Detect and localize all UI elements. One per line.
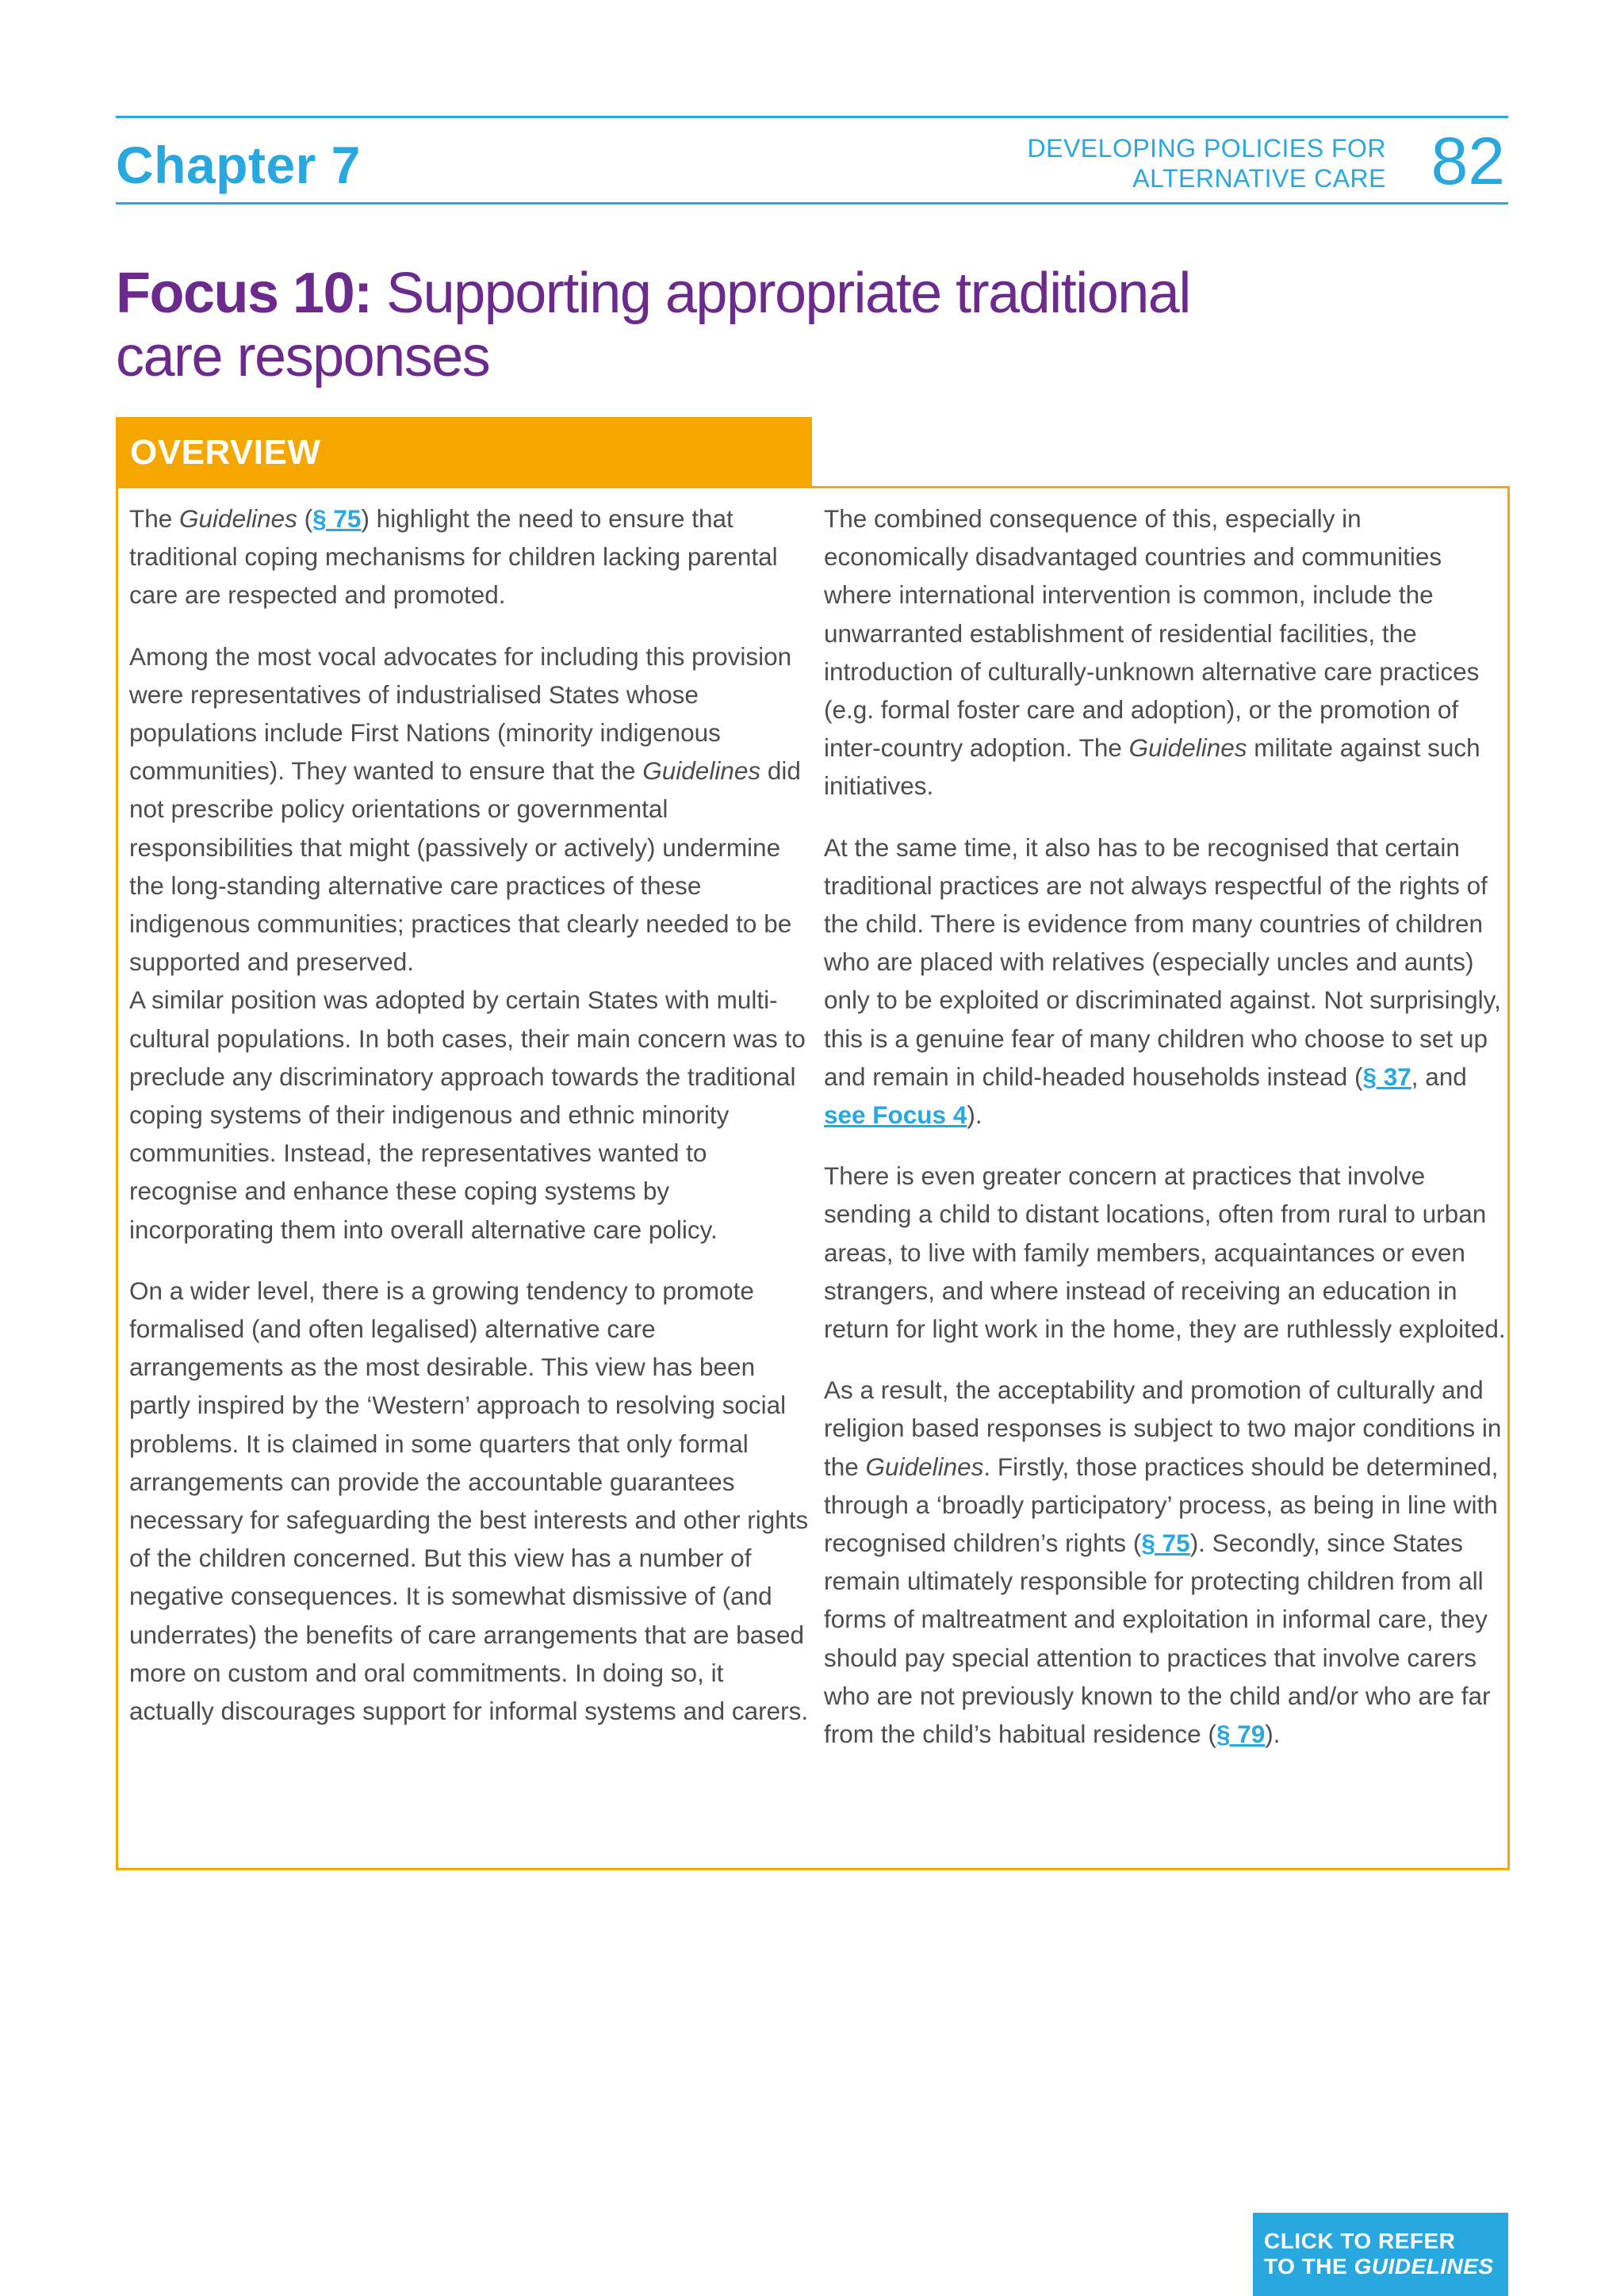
header-bottom-rule (116, 202, 1508, 205)
text-run: ( (297, 504, 313, 533)
overview-title: OVERVIEW (130, 433, 321, 472)
text-run: ) highlight the need to ensure that traditional coping mechanisms for children lacking parental care are respected and promoted. (129, 504, 778, 610)
text-run: The combined consequence of this, especially in economically disadvantaged countries and communities where international intervention is common, include the unwarranted establishment of residential facilities, the introduction of culturally-unknown alternative care practices (e.g. formal foster care and adoption), or the promotion of inter-country adoption. The (824, 504, 1480, 763)
cta-line-2 (1264, 2254, 1494, 2279)
guidelines-italic: Guidelines (179, 504, 297, 533)
right-paragraph-1 (824, 499, 1506, 806)
text-run: TO THE (1264, 2254, 1354, 2279)
right-column (824, 499, 1506, 1776)
focus-4-link[interactable]: see Focus 4 (824, 1100, 967, 1130)
text-run: , and (1411, 1062, 1467, 1091)
text-run: militate against such initiatives. (824, 733, 1480, 801)
header-top-rule (116, 116, 1508, 118)
guidelines-link-37[interactable]: § 37 (1362, 1062, 1411, 1091)
cta-line-1: CLICK TO REFER (1264, 2229, 1456, 2253)
guidelines-italic: Guidelines (1128, 733, 1247, 763)
text-run: ). (1265, 1720, 1281, 1749)
text-run: As a result, the acceptability and promotion of culturally and religion based responses is subject to two major conditions in the (824, 1376, 1502, 1481)
guidelines-italic: GUIDELINES (1354, 2254, 1494, 2279)
text-run: Among the most vocal advocates for including this provision were representatives of industrialised States whose populations include First Nations (minority indigenous communities). They wanted to ensure that the (129, 641, 792, 786)
refer-to-guidelines-button[interactable] (1253, 2213, 1508, 2296)
guidelines-link-75[interactable]: § 75 (1141, 1529, 1190, 1558)
text-run: A similar position was adopted by certain States with multi-cultural populations. In both cases, their main concern was to preclude any discriminatory approach towards the traditional coping systems of their indigenous and ethnic minority communities. Instead, the representatives wanted to recognise and enhance these coping systems by incorporating them into overall alternative care policy. (129, 985, 806, 1244)
text-run: ). (967, 1100, 982, 1130)
left-paragraph-2 (129, 637, 811, 1249)
right-paragraph-2 (824, 828, 1506, 1135)
chapter-title: Chapter 7 (116, 136, 361, 194)
focus-heading (116, 262, 1226, 388)
section-title-line-2: ALTERNATIVE CARE (1132, 164, 1386, 193)
guidelines-link-79[interactable]: § 79 (1216, 1720, 1266, 1749)
page-number: 82 (1431, 124, 1505, 198)
section-title (1028, 133, 1387, 193)
right-paragraph-3: There is even greater concern at practices that involve sending a child to distant locations, often from rural to urban areas, to live with family members, acquaintances or even strangers, and where instead of receiving an education in return for light work in the home, they are ruthlessly exploited. (824, 1161, 1506, 1344)
right-paragraph-4 (824, 1371, 1506, 1753)
text-run: did not prescribe policy orientations or governmental responsibilities that might (passively or actively) undermine the long-standing alternative care practices of these indigenous communities; practices that clearly needed to be supported and preserved. (129, 756, 801, 977)
text-run: . Firstly, those practices should be determined, through a ‘broadly participatory’ process, as being in line with recognised children’s rights ( (824, 1452, 1499, 1558)
left-paragraph-1 (129, 499, 811, 614)
text-run: At the same time, it also has to be recognised that certain traditional practices are not always respectful of the rights of the child. There is evidence from many countries of children who are placed with relatives (especially uncles and aunts) only to be exploited or discriminated against. Not surprisingly, this is a genuine fear of many children who choose to set up and remain in child-headed households instead ( (824, 832, 1501, 1091)
text-run: The (129, 504, 180, 533)
left-column (129, 499, 811, 1753)
guidelines-italic: Guidelines (642, 756, 761, 786)
overview-tab (116, 417, 812, 487)
text-run: ). Secondly, since States remain ultimately responsible for protecting children from all forms of maltreatment and exploitation in informal care, they should pay special attention to practices that involve carers who are not previously known to the child and/or who are far from the child’s habitual residence ( (824, 1529, 1491, 1749)
guidelines-link-75[interactable]: § 75 (312, 504, 362, 533)
left-paragraph-3: On a wider level, there is a growing tendency to promote formalised (and often legalised) alternative care arrangements as the most desirable. This view has been partly inspired by the ‘Western’ approach to resolving social problems. It is claimed in some quarters that only formal arrangements can provide the accountable guarantees necessary for safeguarding the best interests and other rights of the children concerned. But this view has a number of negative consequences. It is somewhat dismissive of (and underrates) the benefits of care arrangements that are based more on custom and oral commitments. In doing so, it actually discourages support for informal systems and carers. (129, 1276, 809, 1726)
focus-label: Focus 10: (116, 262, 372, 325)
section-title-line-1: DEVELOPING POLICIES FOR (1027, 134, 1386, 163)
guidelines-italic: Guidelines (865, 1452, 984, 1481)
focus-title: Supporting appropriate traditional care responses (116, 262, 1190, 388)
